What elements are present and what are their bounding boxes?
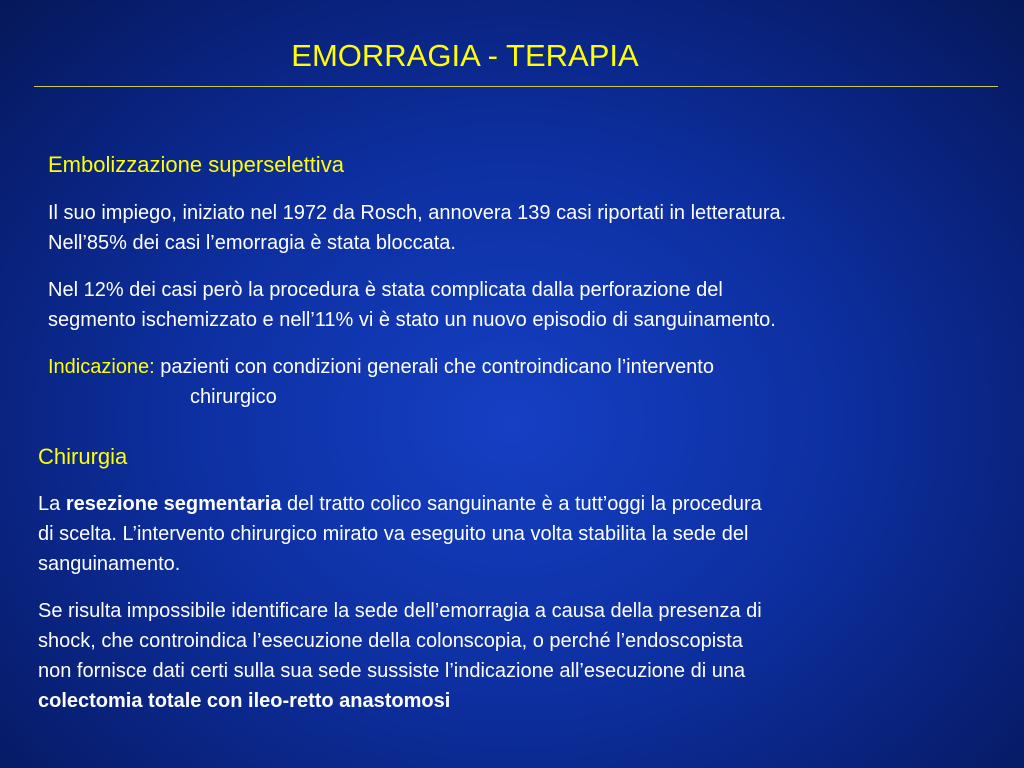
- indication-line2: chirurgico: [190, 386, 277, 408]
- surgery-paragraph-1: [38, 489, 762, 579]
- surgery-p1-line1: [38, 489, 762, 519]
- surgery-paragraph-2: [38, 596, 762, 716]
- surgery-p1-bold: resezione segmentaria: [65, 493, 282, 515]
- surgery-p2-line3: non fornisce dati certi sulla sua sede sussiste l’indicazione all’esecuzione di una: [38, 660, 746, 682]
- title-divider: [34, 86, 998, 87]
- embolization-p2-line2: segmento ischemizzato e nell’11% vi è stato un nuovo episodio di sanguinamento.: [48, 309, 776, 331]
- surgery-heading: Chirurgia: [38, 444, 128, 469]
- surgery-p1-line3: sanguinamento.: [38, 553, 181, 575]
- embolization-p1-line1: Il suo impiego, iniziato nel 1972 da Rosch, annovera 139 casi riportati in letteratura.: [48, 202, 787, 224]
- indication-text: pazienti con condizioni generali che controindicano l’intervento: [154, 356, 714, 378]
- embolization-indication: [48, 352, 714, 412]
- surgery-p1-prefix: La: [38, 493, 66, 515]
- surgery-p2-bold: colectomia totale con ileo-retto anastomosi: [38, 690, 451, 712]
- embolization-paragraph-1: [48, 198, 786, 258]
- embolization-p1-line2: Nell’85% dei casi l’emorragia è stata bloccata.: [48, 232, 456, 254]
- embolization-heading: Embolizzazione superselettiva: [48, 152, 344, 177]
- embolization-paragraph-2: [48, 275, 776, 335]
- slide-title: EMORRAGIA - TERAPIA: [291, 38, 639, 73]
- embolization-section: [48, 150, 344, 180]
- surgery-p1-rest: del tratto colico sanguinante è a tutt’oggi la procedura: [281, 493, 762, 515]
- surgery-p2-line2: shock, che controindica l’esecuzione della colonscopia, o perché l’endoscopista: [38, 630, 743, 652]
- surgery-p1-line2: di scelta. L’intervento chirurgico mirato va eseguito una volta stabilita la sede del: [38, 523, 749, 545]
- indication-line1: [48, 352, 714, 382]
- indication-label: Indicazione:: [48, 356, 155, 378]
- surgery-p2-line1: Se risulta impossibile identificare la sede dell’emorragia a causa della presenza di: [38, 600, 762, 622]
- surgery-section: [38, 442, 127, 472]
- embolization-p2-line1: Nel 12% dei casi però la procedura è stata complicata dalla perforazione del: [48, 279, 723, 301]
